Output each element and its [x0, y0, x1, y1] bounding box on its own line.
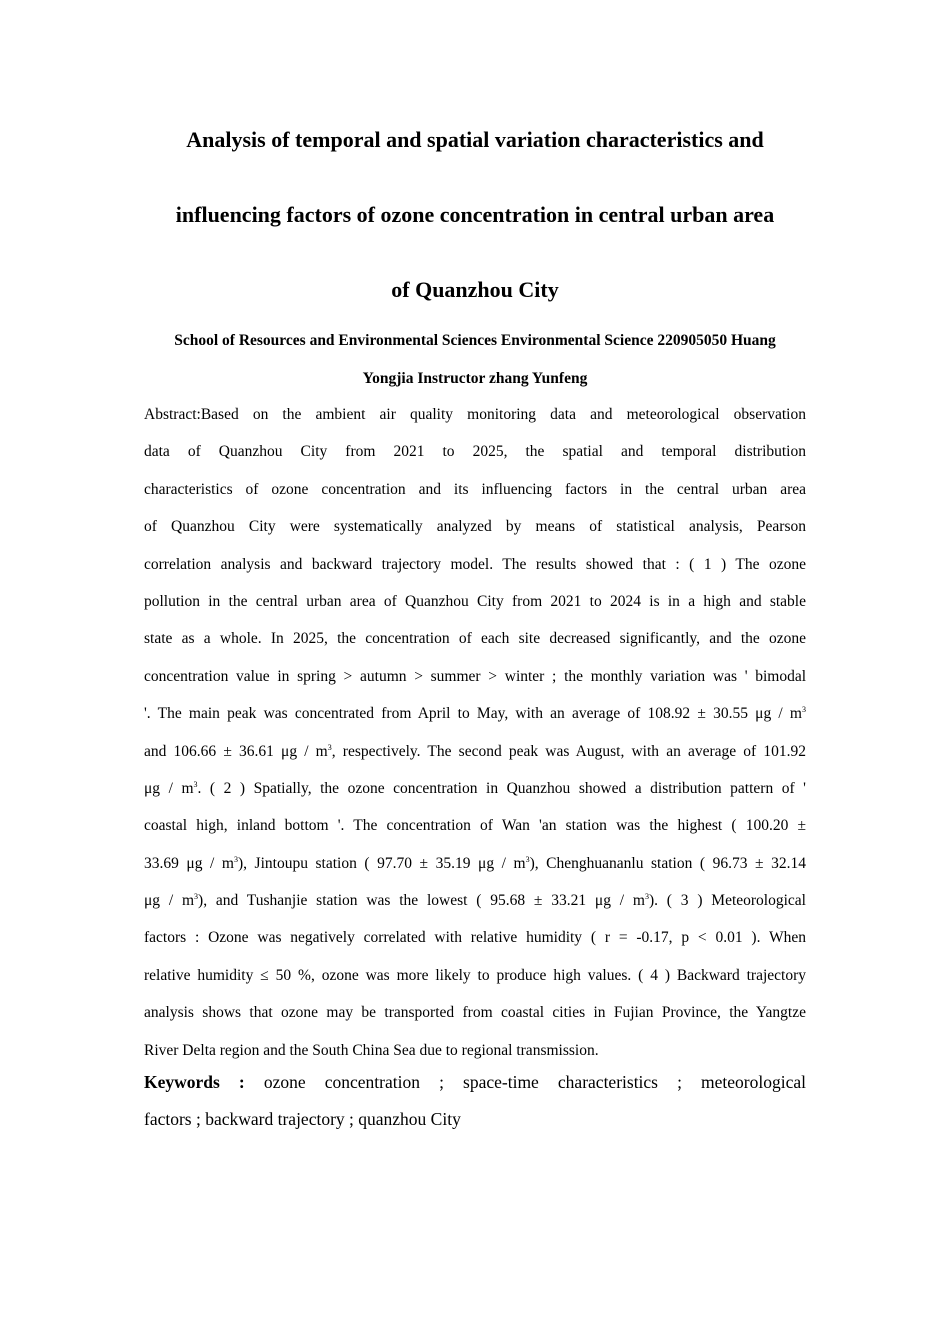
abstract-text: '. The main peak was concentrated from April to May, with an average of 108.92 ± 30.55 μg / m [144, 705, 802, 723]
abstract-line [144, 882, 806, 919]
abstract-line: characteristics of ozone concentration and its influencing factors in the central urban area [144, 480, 806, 498]
abstract-line [144, 770, 806, 807]
keywords-label: Keywords : [144, 1072, 245, 1092]
superscript: 3 [644, 892, 649, 902]
abstract-text: ), Jintoupu station ( 97.70 ± 35.19 μg / m [237, 854, 526, 872]
author-line-2: Yongjia Instructor zhang Yunfeng [362, 370, 588, 387]
abstract-line: analysis shows that ozone may be transported from coastal cities in Fujian Province, the Yangtze [144, 1004, 806, 1022]
superscript: 3 [194, 892, 199, 902]
abstract-text: ), and Tushanjie station was the lowest ( 95.68 ± 33.21 μg / m [198, 892, 645, 910]
abstract-line: of Quanzhou City were systematically analyzed by means of statistical analysis, Pearson [144, 518, 806, 536]
abstract-line: coastal high, inland bottom '. The concentration of Wan 'an station was the highest ( 100.20 ± [144, 817, 806, 835]
keywords-line: factors ; backward trajectory ; quanzhou City [144, 1109, 461, 1129]
abstract-line [144, 695, 806, 732]
abstract-text: . ( 2 ) Spatially, the ozone concentration in Quanzhou showed a distribution pattern of ' [197, 779, 806, 797]
abstract-text: μg / m [144, 892, 195, 910]
abstract-line: factors : Ozone was negatively correlated with relative humidity ( r = -0.17, p < 0.01 ). When [144, 929, 806, 947]
keywords-line [144, 1064, 806, 1101]
abstract-line [144, 733, 806, 770]
keywords [144, 1064, 806, 1138]
abstract-line: state as a whole. In 2025, the concentration of each site decreased significantly, and the ozone [144, 630, 806, 648]
abstract-text: ), Chenghuananlu station ( 96.73 ± 32.14 [529, 854, 806, 872]
title-line-3: of Quanzhou City [391, 277, 559, 302]
abstract [144, 396, 806, 1069]
superscript: 3 [802, 705, 806, 715]
superscript: 3 [327, 742, 332, 752]
abstract-line: concentration value in spring > autumn > summer > winter ; the monthly variation was ' bimodal [144, 667, 806, 685]
abstract-line: relative humidity ≤ 50 %, ozone was more likely to produce high values. ( 4 ) Backward trajectory [144, 966, 806, 984]
title-line-1: Analysis of temporal and spatial variation characteristics and [186, 127, 764, 152]
author-line-1: School of Resources and Environmental Sciences Environmental Science 220905050 Huang [174, 332, 776, 349]
abstract-text: μg / m [144, 779, 194, 797]
abstract-line: correlation analysis and backward trajectory model. The results showed that : ( 1 ) The ozone [144, 555, 806, 573]
keywords-text: ozone concentration ; space-time characteristics ; meteorological [244, 1072, 807, 1092]
paper-title [144, 102, 806, 327]
abstract-text: ). ( 3 ) Meteorological [648, 892, 806, 910]
author-affiliation [144, 322, 806, 398]
abstract-line: River Delta region and the South China Sea due to regional transmission. [144, 1041, 599, 1059]
title-line-2: influencing factors of ozone concentration in central urban area [175, 202, 775, 227]
abstract-line [144, 845, 806, 882]
abstract-line: pollution in the central urban area of Quanzhou City from 2021 to 2024 is in a high and stable [144, 592, 806, 610]
abstract-text: and 106.66 ± 36.61 μg / m [144, 742, 328, 760]
abstract-text: , respectively. The second peak was August, with an average of 101.92 [331, 742, 807, 760]
superscript: 3 [193, 779, 198, 789]
superscript: 3 [233, 854, 238, 864]
abstract-line: Abstract:Based on the ambient air quality monitoring data and meteorological observation [144, 406, 806, 423]
superscript: 3 [525, 854, 530, 864]
abstract-line: data of Quanzhou City from 2021 to 2025, the spatial and temporal distribution [144, 443, 806, 461]
abstract-text: 33.69 μg / m [144, 854, 234, 872]
